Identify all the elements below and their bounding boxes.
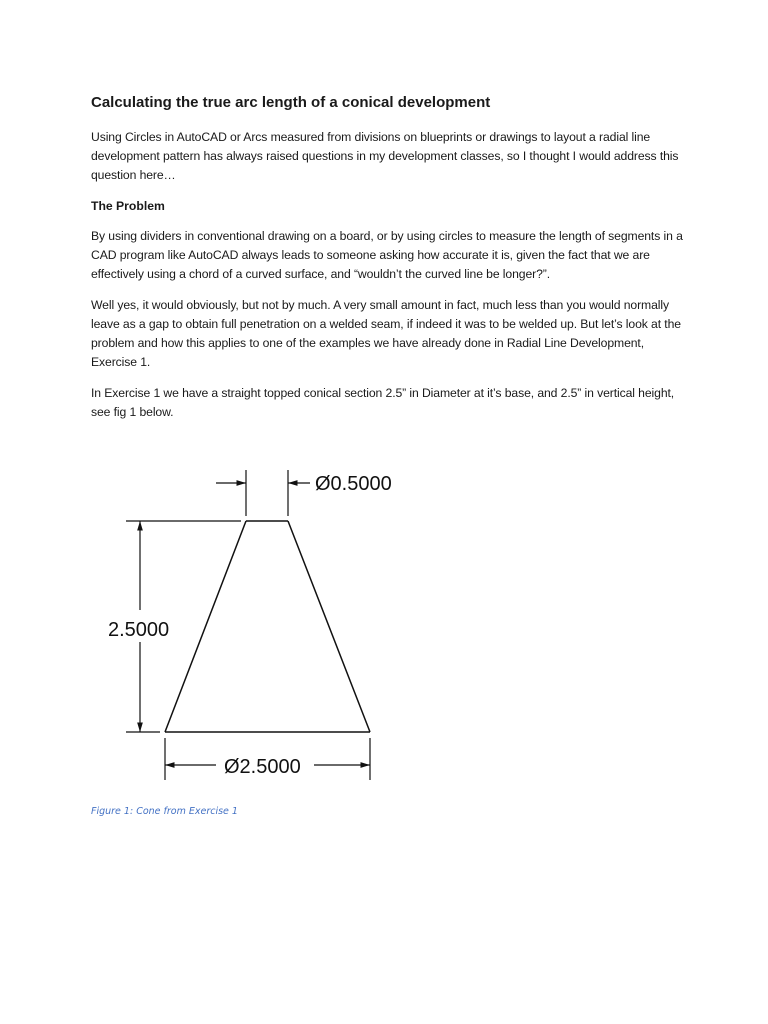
figure-caption: Figure 1: Cone from Exercise 1 [91, 806, 238, 817]
cone-right-side [288, 521, 370, 732]
problem-heading: The Problem [91, 199, 165, 213]
document-page [91, 92, 691, 434]
cone-drawing [96, 458, 416, 788]
exercise-paragraph: In Exercise 1 we have a straight topped conical section 2.5” in Diameter at it’s base, and 2.5” in vertical height, see fig 1 below. [91, 386, 675, 419]
document-title: Calculating the true arc length of a conical development [91, 94, 491, 111]
cone-left-side [165, 521, 246, 732]
height-label: 2.5000 [108, 619, 170, 641]
answer-paragraph: Well yes, it would obviously, but not by much. A very small amount in fact, much less than you would normally leave as a gap to obtain full penetration on a welded seam, if indeed it was to be welded up. But let’s look at the problem and how this applies to one of the examples we have already done in Radial Line Development, Exercise 1. [91, 298, 681, 369]
top-diameter-dimension [216, 470, 310, 516]
cone-figure [96, 458, 416, 788]
problem-paragraph: By using dividers in conventional drawing on a board, or by using circles to measure the length of segments in a CAD program like AutoCAD always leads to someone asking how accurate it is, given the fact that we are effectively using a chord of a curved surface, and “wouldn’t the curved line be longer?”. [91, 229, 683, 281]
top-diameter-label: Ø0.5000 [315, 473, 392, 495]
intro-paragraph: Using Circles in AutoCAD or Arcs measured from divisions on blueprints or drawings to layout a radial line development pattern has always raised questions in my development classes, so I thought I would address this question here… [91, 130, 679, 182]
base-diameter-label: Ø2.5000 [224, 756, 301, 778]
cone-outline [165, 521, 370, 732]
